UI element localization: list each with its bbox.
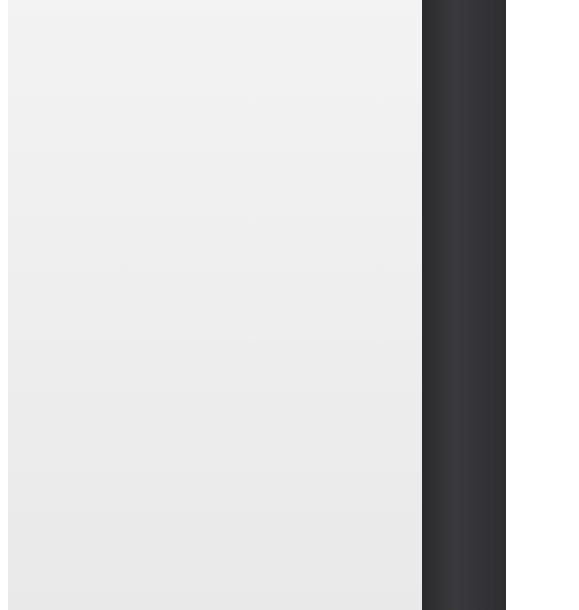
fuse-box-photo — [422, 0, 506, 610]
legend-text — [188, 0, 418, 610]
fuse-diagram-card — [8, 0, 498, 610]
fuse-box-cover-labels — [422, 0, 506, 610]
fuse-box-schematic — [8, 0, 188, 610]
